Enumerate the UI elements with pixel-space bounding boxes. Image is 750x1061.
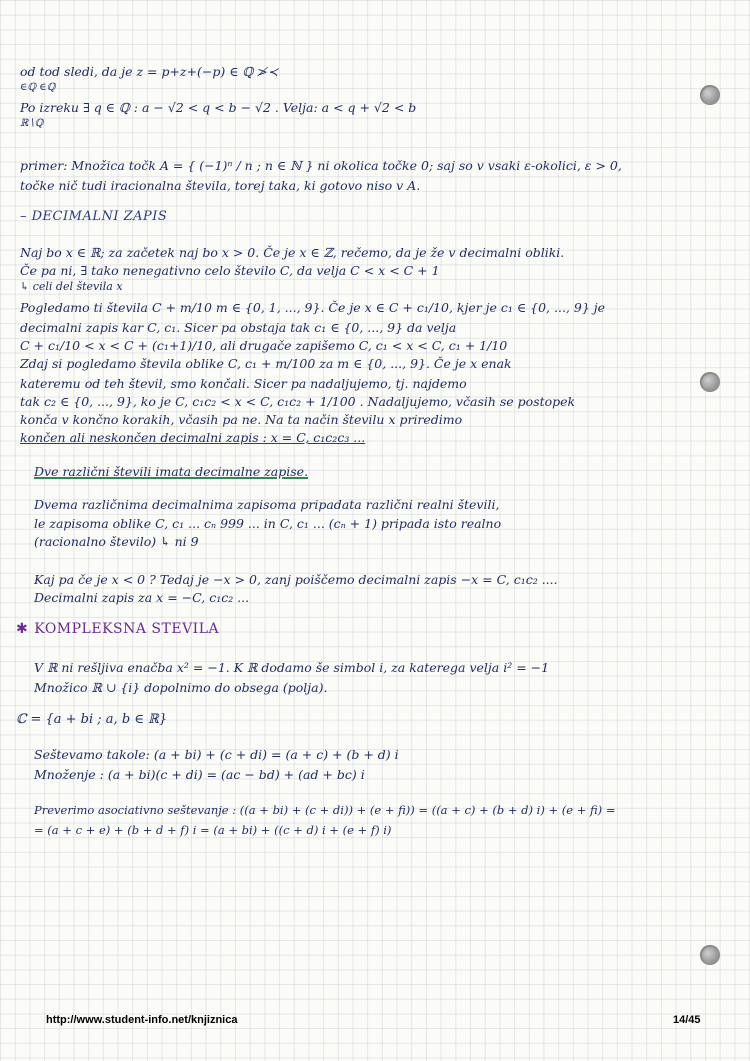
line-kaj-pa: Kaj pa če je x < 0 ? Tedaj je −x > 0, zanj poiščemo decimalni zapis −x = C, c₁c₂ .... [34,572,558,587]
line-dvema-razlicnima: Dvema različnima decimalnima zapisoma pripadata različni realni števili, [34,497,500,512]
line-katerem: kateremu od teh števil, smo končali. Sicer pa nadaljujemo, tj. najdemo [20,376,467,391]
line-dve-razlicni: Dve različni števili imata decimalne zapise. [34,464,309,479]
line-zdaj-si: Zdaj si pogledamo števila oblike C, c₁ + m/100 za m ∈ {0, ..., 9}. Če je x enak [20,356,512,371]
heading-kompleksna-stevila [16,622,706,637]
line-od-tod-sledi: od tod sledi, da je z = p+z+(−p) ∈ ℚ ≯≺ [20,64,279,79]
line-konca: konča v končno korakih, včasih pa ne. Na ta način številu x priredimo [20,412,463,427]
line-racionalno: (racionalno število) ↳ ni 9 [34,534,199,549]
line-od-tod-sledi-sub: ∈ℚ ∈ℚ [20,82,56,93]
line-tak-c2: tak c₂ ∈ {0, ..., 9}, ko je C, c₁c₂ < x < C, c₁c₂ + 1/100 . Nadaljujemo, včasih se postopek [20,394,576,409]
binder-hole-bottom [700,945,720,965]
heading-kompleksna-label: KOMPLEKSNA ŠTEVILA [34,622,220,637]
line-primer: primer: Množica točk A = { (−1)ⁿ / n ; n ∈ ℕ } ni okolica točke 0; saj so v vsaki ε-okolici, ε > 0, [20,158,622,173]
line-celi-del: ↳ celi del števila x [20,280,123,293]
line-po-izreku-sub: ℝ∖ℚ [20,118,44,129]
line-decimalni-zapis-kar: decimalni zapis kar C, c₁. Sicer pa obstaja tak c₁ ∈ {0, ..., 9} da velja [20,320,457,335]
line-pogledamo: Pogledamo ti števila C + m/10 m ∈ {0, 1, ..., 9}. Če je x ∈ C + c₁/10, kjer je c₁ ∈ {0, ..., 9} je [20,300,606,315]
star-bullet-icon: ✱ [16,622,29,637]
line-c-plus-c1: C + c₁/10 < x < C + (c₁+1)/10, ali drugače zapišemo C, c₁ < x < C, c₁ + 1/10 [20,338,508,353]
line-preverimo: Preverimo asociativno seštevanje : ((a + bi) + (c + di)) + (e + fi)) = ((a + c) + (b + d) i) + (e + fi) = [34,803,616,817]
line-mnozico: Množico ℝ ∪ {i} dopolnimo do obsega (polja). [34,680,328,695]
line-naj-bo: Naj bo x ∈ ℝ; za začetek naj bo x > 0. Če je x ∈ ℤ, rečemo, da je že v decimalni obliki. [20,245,565,260]
line-koncen-zapis: končen ali neskončen decimalni zapis : x = C, c₁c₂c₃ ... [20,430,366,445]
line-sestevamo: Seštevamo takole: (a + bi) + (c + di) = (a + c) + (b + d) i [34,747,399,762]
line-v-r-ni: V ℝ ni rešljiva enačba x² = −1. K ℝ dodamo še simbol i, za katerega velja i² = −1 [34,660,550,675]
line-po-izreku: Po izreku ∃ q ∈ ℚ : a − √2 < q < b − √2 . Velja: a < q + √2 < b [20,100,417,115]
footer-page-number: 14/45 [673,1014,701,1026]
heading-decimalni-zapis: – DECIMALNI ZAPIS [20,209,168,224]
line-c-definicija: ℂ = {a + bi ; a, b ∈ ℝ} [16,712,168,727]
line-decimalni-zapis-neg: Decimalni zapis za x = −C, c₁c₂ ... [34,590,250,605]
line-preverimo-cont: = (a + c + e) + (b + d + f) i = (a + bi) + ((c + d) i + (e + f) i) [34,823,392,837]
footer-url[interactable]: http://www.student-info.net/knjiznica [46,1014,238,1026]
line-primer-cont: točke nič tudi iracionalna števila, torej taka, ki gotovo niso v A. [20,178,421,193]
line-le-zapisoma: le zapisoma oblike C, c₁ ... cₙ 999 ... in C, c₁ ... (cₙ + 1) pripada isto realno [34,516,502,531]
line-mnozenje: Množenje : (a + bi)(c + di) = (ac − bd) + (ad + bc) i [34,767,365,782]
line-ce-pa-ni: Če pa ni, ∃ tako nenegativno celo število C, da velja C < x < C + 1 [20,263,440,278]
